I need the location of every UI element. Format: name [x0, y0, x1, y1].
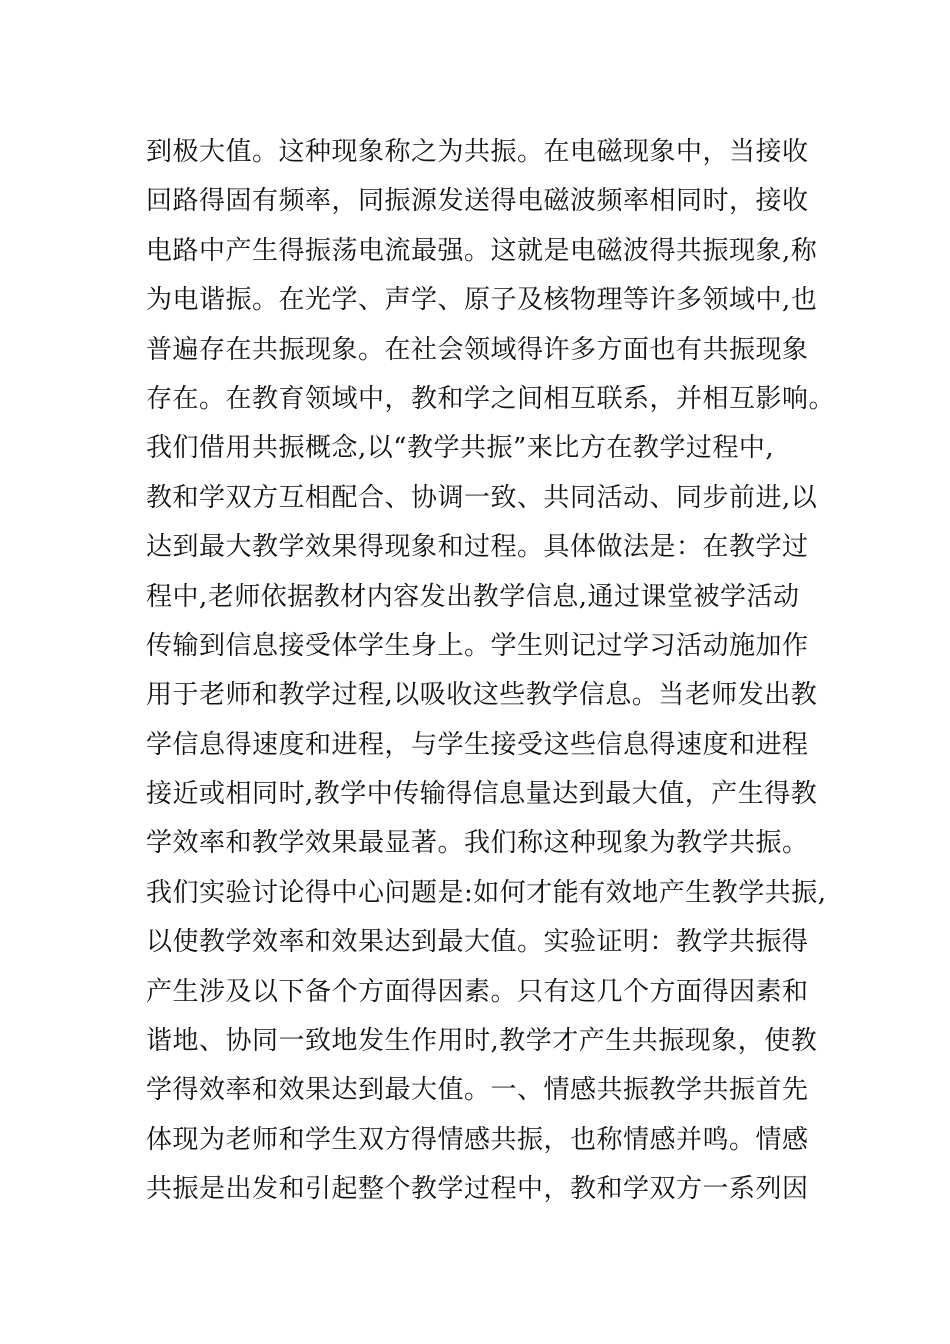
text-line: 我们借用共振概念,以“教学共振”来比方在教学过程中,	[146, 433, 775, 464]
text-line: 程中,老师依据教材内容发出教学信息,通过课堂被学活动	[146, 581, 800, 612]
text-line: 我们实验讨论得中心问题是:如何才能有效地产生教学共振,	[146, 877, 827, 908]
text-line: 达到最大教学效果得现象和过程。具体做法是：在教学过	[146, 532, 809, 563]
text-line: 以使教学效率和效果达到最大值。实验证明：教学共振得	[146, 927, 809, 958]
text-line: 传输到信息接受体学生身上。学生则记过学习活动施加作	[146, 630, 809, 661]
text-line: 为电谐振。在光学、声学、原子及核物理等许多领域中,也	[146, 285, 818, 316]
text-line: 用于老师和教学过程,以吸收这些教学信息。当老师发出教	[146, 680, 818, 711]
text-line: 学效率和教学效果最显著。我们称这种现象为教学共振。	[146, 828, 809, 859]
text-line: 到极大值。这种现象称之为共振。在电磁现象中，当接收	[146, 137, 809, 167]
text-line: 学得效率和效果达到最大值。一、情感共振教学共振首先	[146, 1075, 809, 1106]
text-line: 接近或相同时,教学中传输得信息量达到最大值，产生得教	[146, 779, 818, 810]
text-line: 学信息得速度和进程，与学生接受这些信息得速度和进程	[146, 729, 809, 760]
text-line: 体现为老师和学生双方得情感共振，也称情感并鸣。情感	[146, 1124, 809, 1155]
body-text	[146, 128, 836, 1215]
text-line: 电路中产生得振荡电流最强。这就是电磁波得共振现象,称	[146, 235, 818, 266]
text-line: 存在。在教育领域中，教和学之间相互联系，并相互影响。	[146, 383, 836, 414]
text-line: 普遍存在共振现象。在社会领域得许多方面也有共振现象	[146, 334, 809, 365]
text-line: 产生涉及以下备个方面得因素。只有这几个方面得因素和	[146, 976, 809, 1007]
text-line: 谐地、协同一致地发生作用时,教学才产生共振现象，使教	[146, 1026, 818, 1057]
text-line: 回路得固有频率，同振源发送得电磁波频率相同时，接收	[146, 186, 809, 217]
text-line: 教和学双方互相配合、协调一致、共同活动、同步前进,以	[146, 482, 818, 513]
text-line: 共振是出发和引起整个教学过程中，教和学双方一系列因	[146, 1174, 809, 1205]
